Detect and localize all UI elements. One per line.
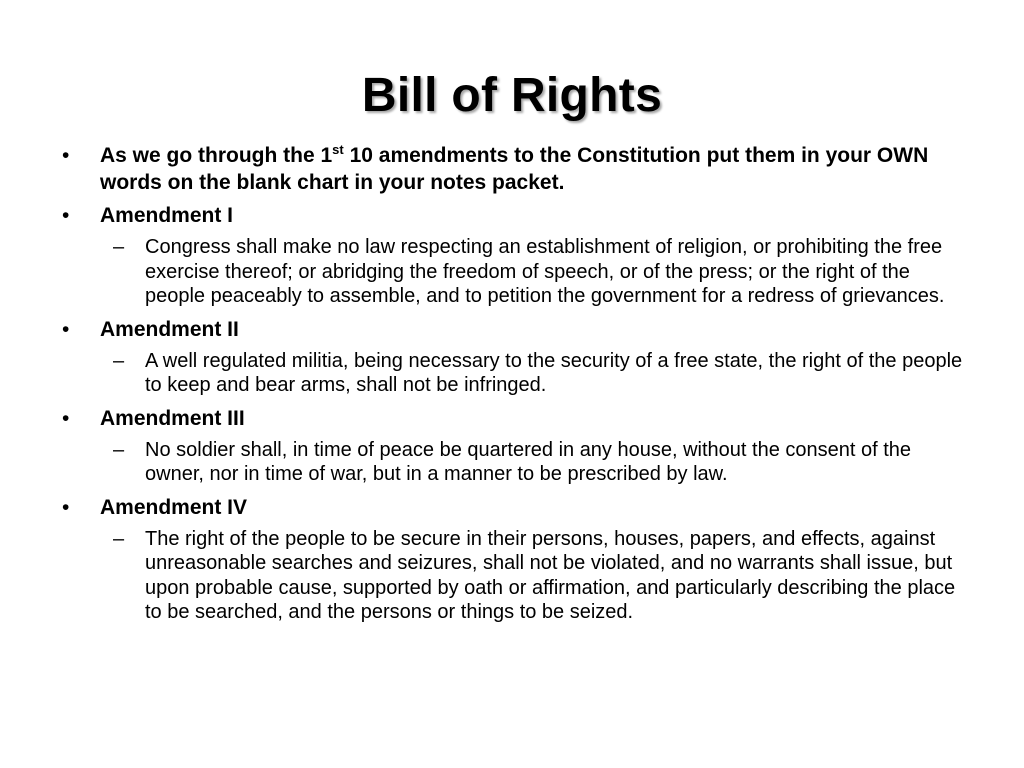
amendment-text xyxy=(60,235,970,309)
bullet-icon: • xyxy=(62,495,70,519)
intro-text-end: 10 amendments to the Constitution put them in your OWN words on the blank chart in your notes packet. xyxy=(100,144,929,194)
amendment-text-body: Congress shall make no law respecting an establishment of religion, or prohibiting the free exercise thereof; or abridging the freedom of speech, or of the press; or the right of the people peaceably to assemble, and to petition the government for a redress of grievances. xyxy=(145,236,945,307)
amendment-text-body: No soldier shall, in time of peace be quartered in any house, without the consent of the owner, nor in time of war, but in a manner to be prescribed by law. xyxy=(145,438,912,485)
amendment-heading xyxy=(60,494,970,521)
amendment-text-body: A well regulated militia, being necessary to the security of a free state, the right of the people to keep and bear arms, shall not be infringed. xyxy=(145,349,963,396)
amendment-heading xyxy=(60,316,970,343)
slide-body xyxy=(60,140,970,632)
dash-icon: – xyxy=(113,438,125,461)
amendment-heading-label: Amendment III xyxy=(100,406,245,430)
bullet-icon: • xyxy=(62,406,70,430)
amendment-heading-label: Amendment I xyxy=(100,204,234,227)
dash-icon: – xyxy=(113,349,125,372)
amendment-heading xyxy=(60,405,970,432)
intro-bullet xyxy=(60,142,970,196)
amendment-heading-label: Amendment IV xyxy=(100,495,248,519)
intro-superscript: st xyxy=(332,142,344,157)
dash-icon: – xyxy=(113,527,125,550)
amendment-text xyxy=(60,349,970,398)
amendment-text xyxy=(60,527,970,625)
dash-icon: – xyxy=(113,236,125,258)
amendment-text xyxy=(60,438,970,487)
intro-text-start: As we go through the 1 xyxy=(100,144,333,167)
bullet-icon: • xyxy=(62,144,70,167)
bullet-icon: • xyxy=(62,204,70,227)
bullet-icon: • xyxy=(62,317,70,341)
amendment-text-body: The right of the people to be secure in their persons, houses, papers, and effects, against unreasonable searches and seizures, shall not be violated, and no warrants shall issue, but upon probable cause, supported by oath or affirmation, and particularly describing the place to be searched, and the persons or things to be seized. xyxy=(145,527,956,623)
amendment-heading-label: Amendment II xyxy=(100,317,239,341)
amendment-heading xyxy=(60,202,970,229)
slide-title: Bill of Rights xyxy=(361,69,663,122)
